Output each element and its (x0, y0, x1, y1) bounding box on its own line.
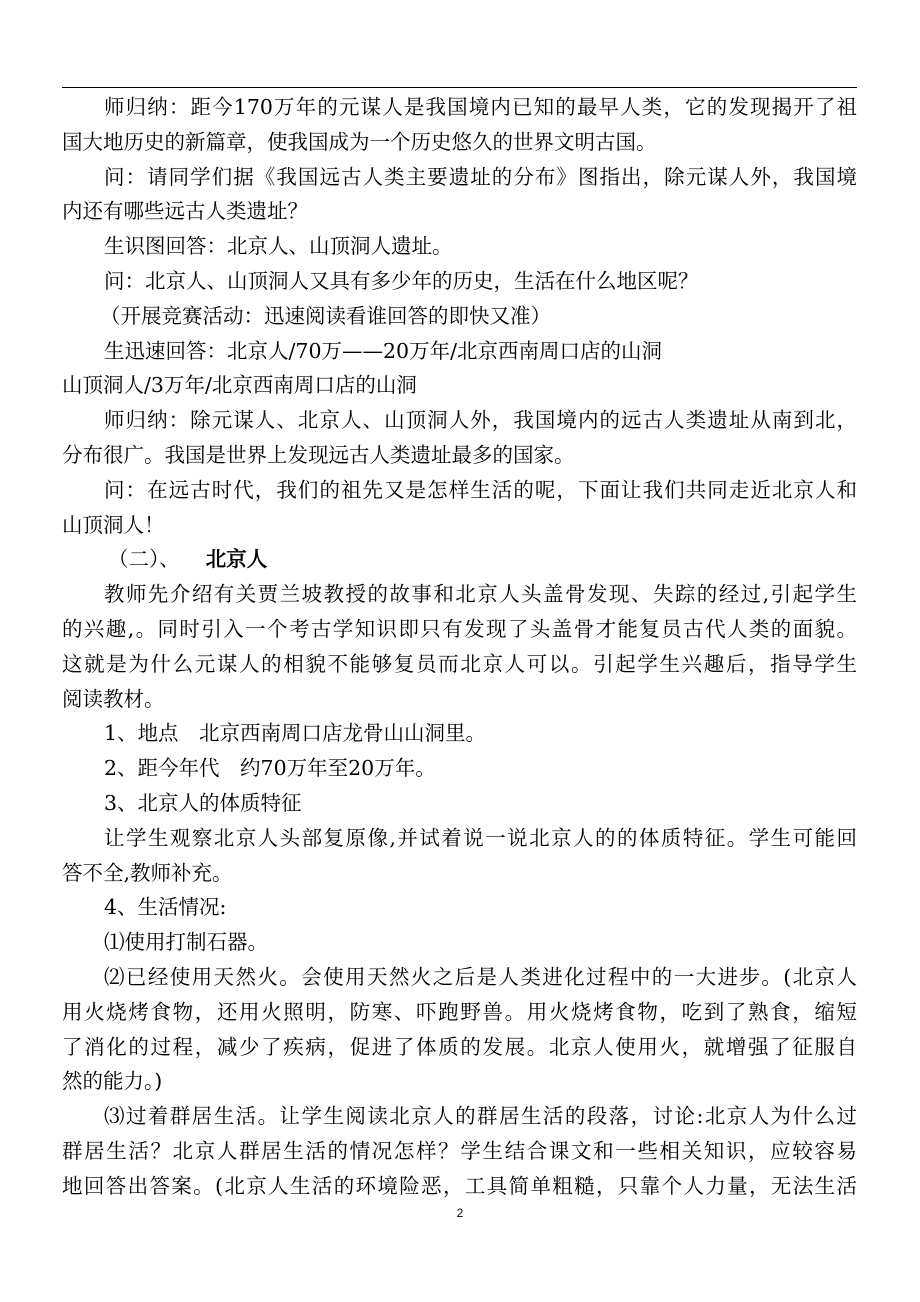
text-line: 了消化的过程，减少了疾病，促进了体质的发展。北京人使用火，就增强了征服自 (62, 1034, 857, 1059)
text-line: 山顶洞人/3万年/北京西南周口店的山洞 (62, 373, 417, 398)
text-line: 生识图回答：北京人、山顶洞人遗址。 (104, 234, 453, 259)
text-line: 问：请同学们据《我国远古人类主要遗址的分布》图指出，除元谋人外，我国境 (104, 164, 857, 189)
text-line: 群居生活？北京人群居生活的情况怎样？学生结合课文和一些相关知识，应较容易 (62, 1138, 857, 1163)
text-line: 问：北京人、山顶洞人又具有多少年的历史，生活在什么地区呢？ (104, 268, 699, 293)
text-line: （开展竞赛活动：迅速阅读看谁回答的即快又准） (100, 303, 551, 328)
list-item: 3、北京人的体质特征 (104, 790, 302, 815)
text-line: 的兴趣,。同时引入一个考古学知识即只有发现了头盖骨才能复员古代人类的面貌。 (62, 616, 857, 641)
text-line: 国大地历史的新篇章，使我国成为一个历史悠久的世界文明古国。 (62, 129, 657, 154)
text-line: 让学生观察北京人头部复原像,并试着说一说北京人的的体质特征。学生可能回 (104, 825, 857, 850)
text-line: 师归纳：距今170万年的元谋人是我国境内已知的最早人类，它的发现揭开了祖 (104, 95, 857, 119)
list-item: 4、生活情况: (104, 895, 227, 920)
list-item: 2、距今年代 约70万年至20万年。 (104, 756, 436, 781)
list-item: ⑴使用打制石器。 (104, 930, 268, 955)
text-line: 教师先介绍有关贾兰坡教授的故事和北京人头盖骨发现、失踪的经过,引起学生 (104, 582, 857, 607)
page-body (62, 90, 857, 1204)
text-line: 用火烧烤食物，还用火照明，防寒、吓跑野兽。用火烧烤食物，吃到了熟食，缩短 (62, 999, 857, 1024)
text-line: 师归纳：除元谋人、北京人、山顶洞人外，我国境内的远古人类遗址从南到北， (104, 408, 857, 433)
text-line: 阅读教材。 (62, 686, 165, 711)
section-number: （二）、 (108, 547, 180, 572)
text-line: ⑵已经使用天然火。会使用天然火之后是人类进化过程中的一大进步。(北京人 (104, 964, 857, 989)
list-item: 1、地点 北京西南周口店龙骨山山洞里。 (104, 721, 487, 746)
page-number: 2 (456, 1206, 464, 1220)
text-line: 生迅速回答：北京人/70万——20万年/北京西南周口店的山洞 (104, 338, 662, 363)
section-heading (62, 542, 857, 577)
text-line: 山顶洞人！ (62, 512, 165, 537)
text-line: 问：在远古时代，我们的祖先又是怎样生活的呢，下面让我们共同走近北京人和 (104, 477, 857, 502)
text-line: ⑶过着群居生活。让学生阅读北京人的群居生活的段落，讨论:北京人为什么过 (104, 1104, 857, 1129)
text-line: 内还有哪些远古人类遗址？ (62, 199, 308, 224)
text-line: 这就是为什么元谋人的相貌不能够复员而北京人可以。引起学生兴趣后，指导学生 (62, 651, 857, 676)
header-rule (62, 87, 857, 88)
text-line: 分布很广。我国是世界上发现远古人类遗址最多的国家。 (62, 442, 575, 467)
text-line: 然的能力。) (62, 1069, 163, 1094)
section-title: 北京人 (205, 547, 268, 572)
text-line: 答不全,教师补充。 (62, 860, 233, 885)
text-line: 地回答出答案。(北京人生活的环境险恶，工具简单粗糙，只靠个人力量，无法生活 (62, 1173, 857, 1198)
